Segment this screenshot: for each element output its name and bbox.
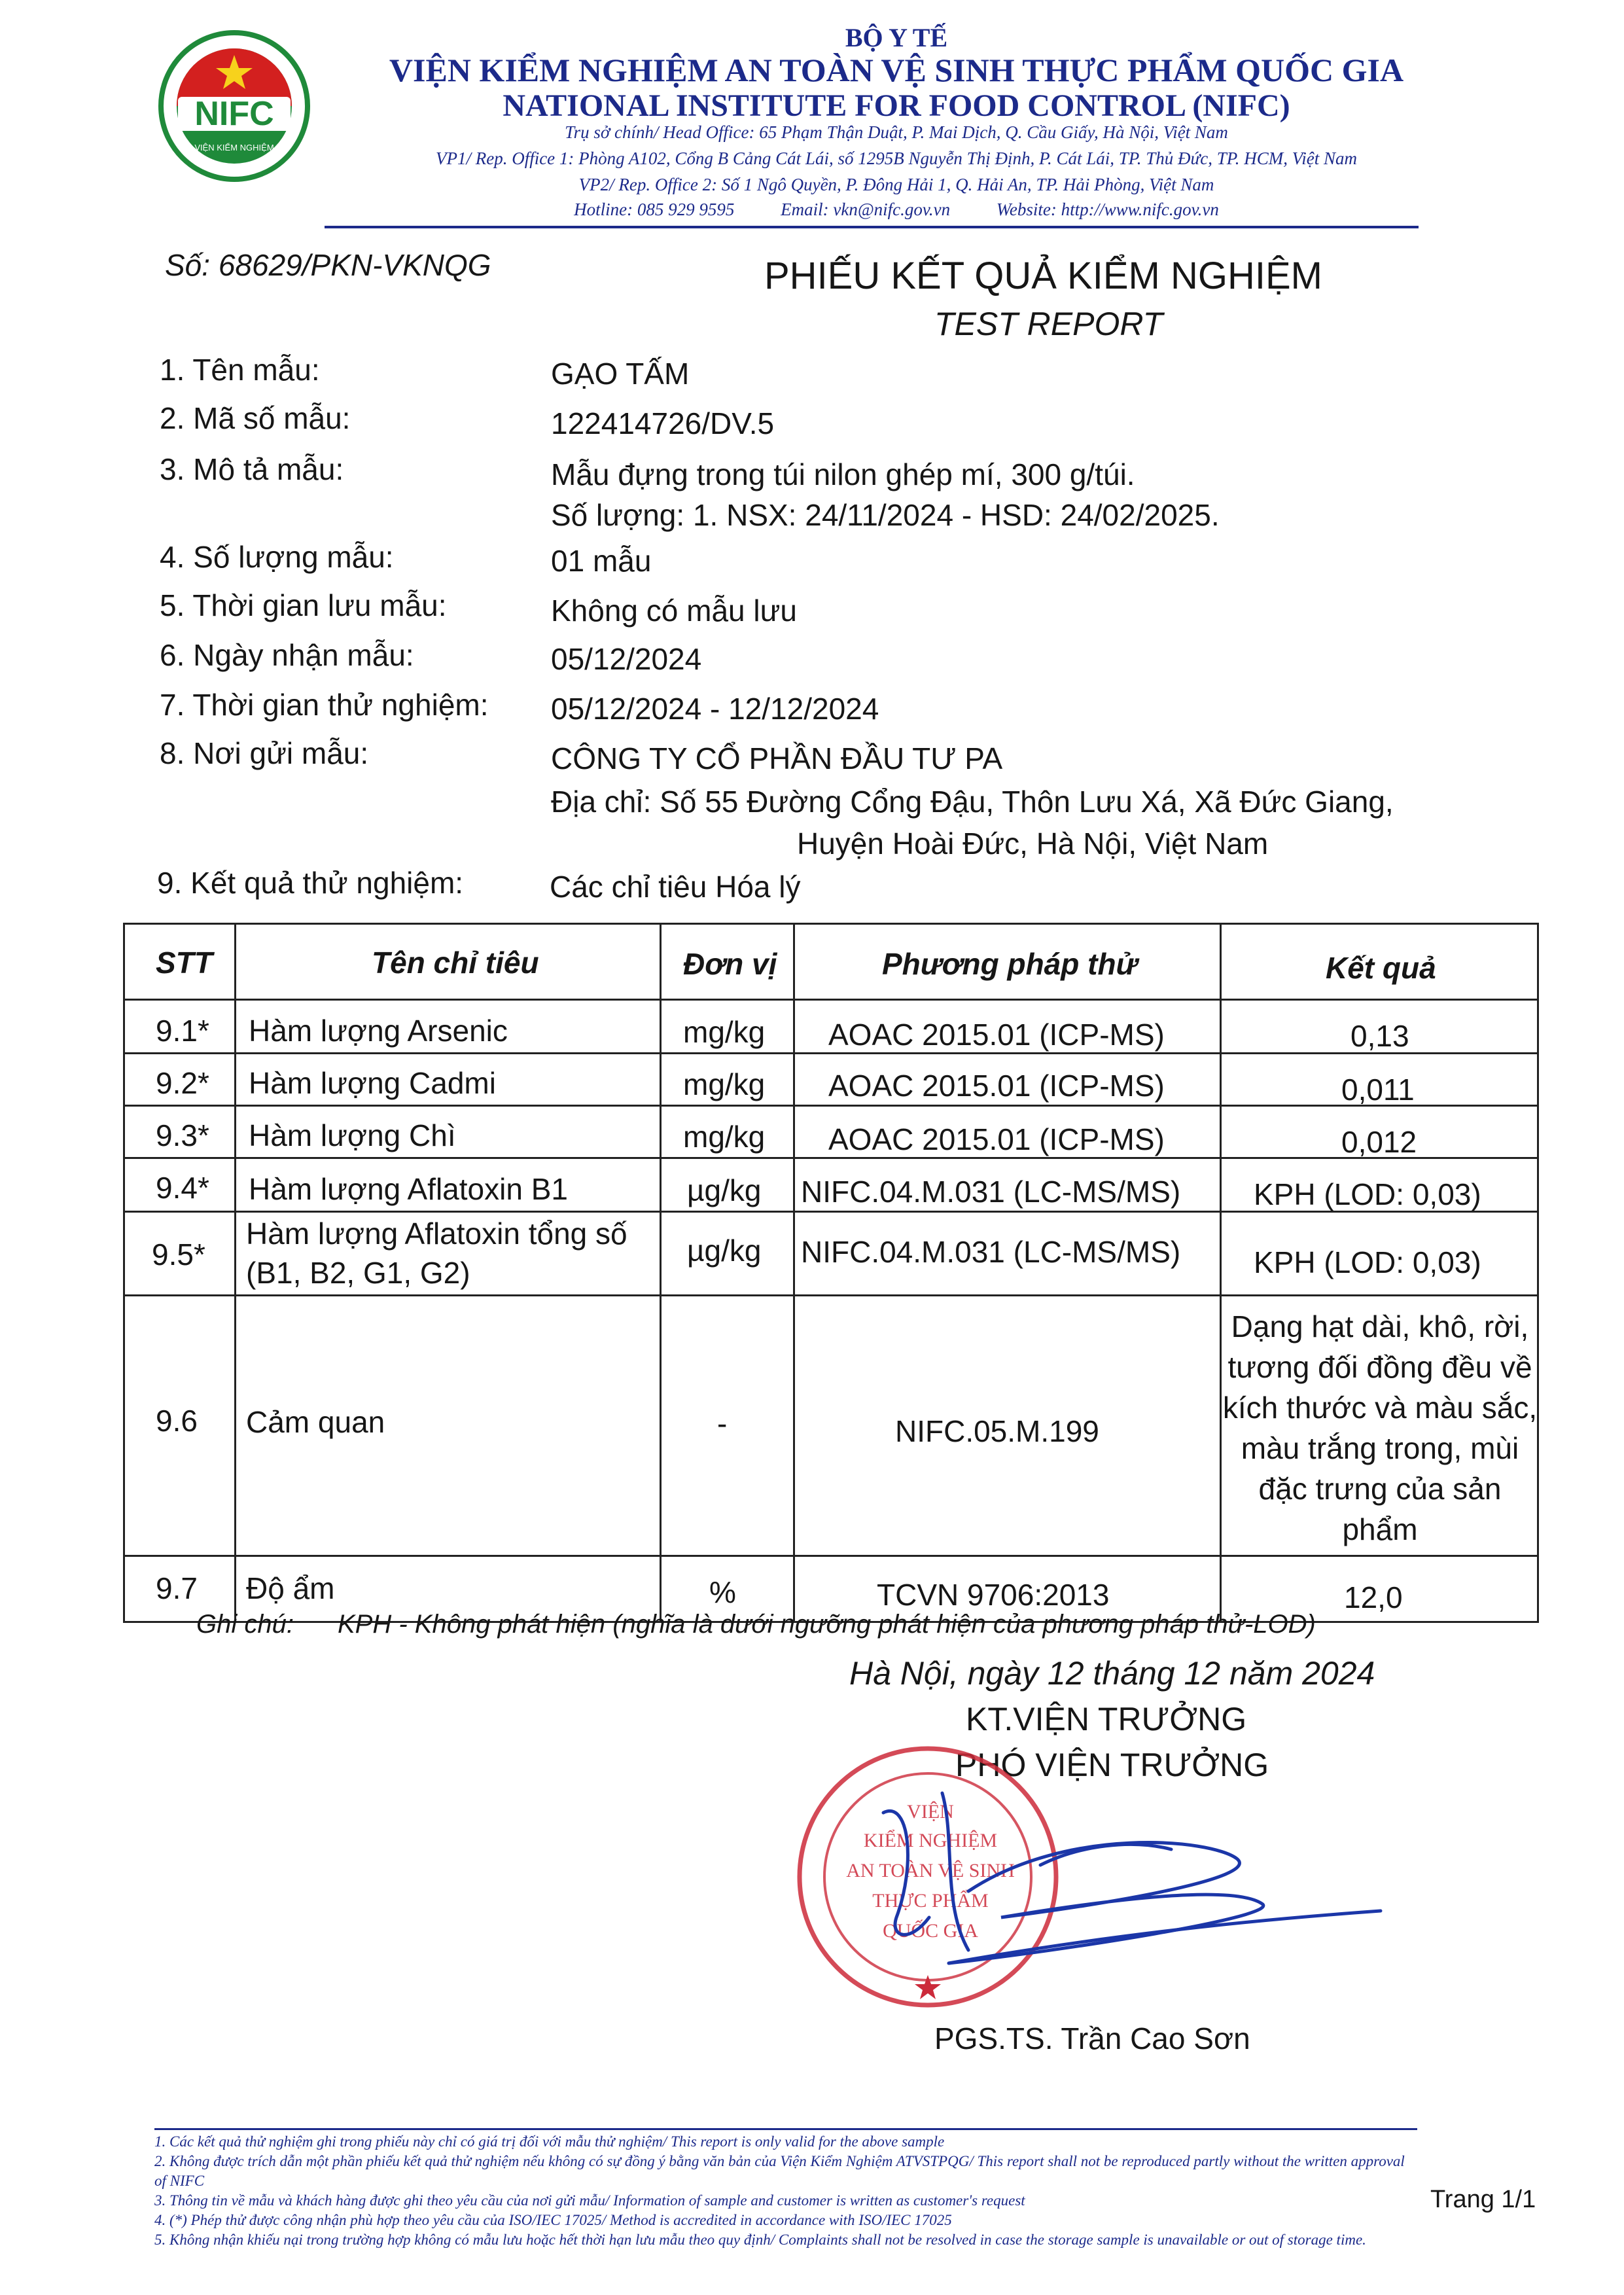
stamp-line: AN TOÀN VỆ SINH: [846, 1860, 1015, 1881]
cell-stt: 9.5*: [152, 1237, 205, 1272]
column-header-result: Kết quả: [1326, 951, 1436, 985]
info-value: Các chỉ tiêu Hóa lý: [550, 870, 801, 904]
cell-method: AOAC 2015.01 (ICP-MS): [828, 1018, 1165, 1052]
cell-name: Hàm lượng Aflatoxin tổng số: [246, 1217, 627, 1251]
cell-method: NIFC.04.M.031 (LC-MS/MS): [801, 1175, 1181, 1209]
info-value: CÔNG TY CỔ PHẦN ĐẦU TƯ PA: [551, 741, 1003, 775]
stamp-line: VIỆN: [907, 1801, 954, 1823]
logo-text: NIFC: [194, 95, 274, 133]
institute-name-vi: VIỆN KIỂM NGHIỆM AN TOÀN VỆ SINH THỰC PHẨM QUỐC GIA: [389, 52, 1404, 88]
contact-line: [308, 200, 1485, 220]
rep-office-2-address: VP2/ Rep. Office 2: Số 1 Ngô Quyền, P. Đông Hải 1, Q. Hải An, TP. Hải Phòng, Việt Nam: [578, 175, 1214, 194]
header-divider: [325, 226, 1419, 228]
signer-name: PGS.TS. Trần Cao Sơn: [934, 2021, 1250, 2055]
info-value: GẠO TẤM: [551, 357, 690, 391]
cell-name: Hàm lượng Chì: [249, 1118, 456, 1152]
cell-stt: 9.3*: [156, 1118, 209, 1152]
footnote: 1. Các kết quả thử nghiệm ghi trong phiếu này chỉ có giá trị đối với mẫu thử nghiệm/ This report is only valid for the above sample: [154, 2133, 945, 2150]
cell-stt: 9.2*: [156, 1066, 209, 1100]
report-title-vi: PHIẾU KẾT QUẢ KIỂM NGHIỆM: [764, 255, 1322, 297]
info-label: 7. Thời gian thử nghiệm:: [160, 688, 489, 722]
cell-method: NIFC.05.M.199: [895, 1414, 1099, 1448]
cell-unit: mg/kg: [683, 1067, 766, 1101]
hotline: Hotline: 085 929 9595: [574, 200, 735, 219]
cell-name: Hàm lượng Cadmi: [249, 1066, 496, 1100]
cell-stt: 9.6: [156, 1404, 198, 1438]
cell-name: Hàm lượng Arsenic: [249, 1014, 508, 1048]
cell-result: Dạng hạt dài, khô, rời, tương đối đồng đều về kích thước và màu sắc, màu trắng trong, mùi đặc trưng của sản phẩm: [1222, 1309, 1538, 1546]
footnote: 3. Thông tin về mẫu và khách hàng được ghi theo yêu cầu của nơi gửi mẫu/ Information of sample and customer is written as customer's request: [154, 2192, 1025, 2209]
column-header-name: Tên chỉ tiêu: [372, 946, 539, 980]
email: Email: vkn@nifc.gov.vn: [781, 200, 951, 219]
cell-unit: µg/kg: [687, 1234, 762, 1268]
cell-method: TCVN 9706:2013: [877, 1578, 1110, 1612]
info-label: 6. Ngày nhận mẫu:: [160, 638, 414, 672]
cell-method: AOAC 2015.01 (ICP-MS): [828, 1122, 1165, 1156]
stamp-line: KIỂM NGHIỆM: [863, 1830, 998, 1851]
report-title-en: TEST REPORT: [934, 306, 1163, 342]
website: Website: http://www.nifc.gov.vn: [996, 200, 1219, 219]
report-number: Số: 68629/PKN-VKNQG: [165, 248, 491, 282]
info-label: 5. Thời gian lưu mẫu:: [160, 588, 447, 622]
column-header-stt: STT: [156, 946, 213, 980]
results-table: [123, 923, 1539, 1623]
cell-stt: 9.1*: [156, 1014, 209, 1048]
cell-result: 12,0: [1344, 1580, 1403, 1614]
info-value: 05/12/2024 - 12/12/2024: [551, 692, 879, 726]
cell-unit: %: [709, 1575, 736, 1609]
note-label: Ghi chú:: [196, 1610, 294, 1639]
handwritten-signature: [870, 1787, 1394, 1983]
page-number: Trang 1/1: [1430, 2186, 1536, 2213]
info-value: Địa chỉ: Số 55 Đường Cổng Đậu, Thôn Lưu Xá, Xã Đức Giang,: [551, 785, 1394, 819]
cell-unit: µg/kg: [687, 1173, 762, 1207]
cell-name-line-2: (B1, B2, G1, G2): [246, 1256, 470, 1290]
cell-result: KPH (LOD: 0,03): [1254, 1177, 1481, 1211]
info-value: 05/12/2024: [551, 642, 702, 676]
head-office-address: Trụ sở chính/ Head Office: 65 Phạm Thận Duật, P. Mai Dịch, Q. Cầu Giấy, Hà Nội, Việt Nam: [565, 122, 1228, 142]
cell-result: 0,13: [1350, 1019, 1409, 1053]
footnote: 4. (*) Phép thử được công nhận phù hợp theo yêu cầu của ISO/IEC 17025/ Method is accredited in accordance with ISO/IEC 17025: [154, 2212, 952, 2228]
cell-method: NIFC.04.M.031 (LC-MS/MS): [801, 1235, 1181, 1269]
footnote: 2. Không được trích dẫn một phần phiếu kết quả thử nghiệm nếu không có sự đồng ý bằng văn bản của Viện Kiểm Nghiệm ATVSTPQG/ This report shall not be reproduced partly without the written approval of NIFC: [154, 2153, 1405, 2189]
cell-unit: mg/kg: [683, 1120, 766, 1154]
signer-title-2: PHÓ VIỆN TRƯỞNG: [955, 1747, 1269, 1783]
cell-unit: mg/kg: [683, 1015, 766, 1049]
info-label: 9. Kết quả thử nghiệm:: [157, 866, 464, 900]
note-text: KPH - Không phát hiện (nghĩa là dưới ngưỡng phát hiện của phương pháp thử-LOD): [338, 1610, 1316, 1639]
ministry-name: BỘ Y TẾ: [845, 23, 948, 52]
rep-office-1-address: VP1/ Rep. Office 1: Phòng A102, Cổng B Cảng Cát Lái, số 1295B Nguyễn Thị Định, P. Cát Lái, TP. Thủ Đức, TP. HCM, Việt Nam: [435, 149, 1357, 168]
footnotes: [154, 2132, 1417, 2250]
info-value: Không có mẫu lưu: [551, 594, 798, 628]
info-label: 1. Tên mẫu:: [160, 353, 320, 387]
cell-name: Cảm quan: [246, 1405, 385, 1439]
info-label: 3. Mô tả mẫu:: [160, 452, 344, 486]
cell-name: Hàm lượng Aflatoxin B1: [249, 1172, 568, 1206]
info-value: 122414726/DV.5: [551, 406, 775, 440]
cell-unit: -: [717, 1406, 728, 1440]
nifc-logo: [156, 29, 313, 183]
footnote: 5. Không nhận khiếu nại trong trường hợp không có mẫu lưu hoặc hết thời hạn lưu mẫu theo quy định/ Complaints shall not be resolved in case the storage sample is unavailable or out of storage time.: [154, 2232, 1366, 2248]
cell-result: 0,011: [1341, 1073, 1415, 1107]
column-header-unit: Đơn vị: [683, 947, 777, 981]
cell-stt: 9.4*: [156, 1171, 209, 1205]
stamp-line: QUỐC GIA: [883, 1920, 978, 1942]
issue-date: Hà Nội, ngày 12 tháng 12 năm 2024: [849, 1655, 1375, 1692]
signer-title-1: KT.VIỆN TRƯỞNG: [966, 1701, 1247, 1737]
cell-method: AOAC 2015.01 (ICP-MS): [828, 1069, 1165, 1103]
cell-result: KPH (LOD: 0,03): [1254, 1245, 1481, 1279]
info-label: 8. Nơi gửi mẫu:: [160, 736, 369, 770]
info-value: Mẫu đựng trong túi nilon ghép mí, 300 g/túi.: [551, 457, 1135, 491]
stamp-line: THỰC PHẨM: [872, 1890, 989, 1912]
info-value: Huyện Hoài Đức, Hà Nội, Việt Nam: [797, 827, 1269, 861]
info-value: Số lượng: 1. NSX: 24/11/2024 - HSD: 24/02/2025.: [551, 498, 1220, 532]
footer-divider: [154, 2128, 1417, 2130]
info-label: 4. Số lượng mẫu:: [160, 540, 394, 574]
cell-result: 0,012: [1341, 1125, 1417, 1159]
cell-name: Độ ẩm: [246, 1571, 335, 1605]
logo-ring-text: VIỆN KIỂM NGHIỆM: [194, 143, 274, 152]
info-label: 2. Mã số mẫu:: [160, 401, 351, 435]
column-header-method: Phương pháp thử: [882, 947, 1138, 981]
institute-name-en: NATIONAL INSTITUTE FOR FOOD CONTROL (NIFC): [503, 88, 1290, 123]
cell-stt: 9.7: [156, 1571, 198, 1605]
info-value: 01 mẫu: [551, 544, 652, 578]
